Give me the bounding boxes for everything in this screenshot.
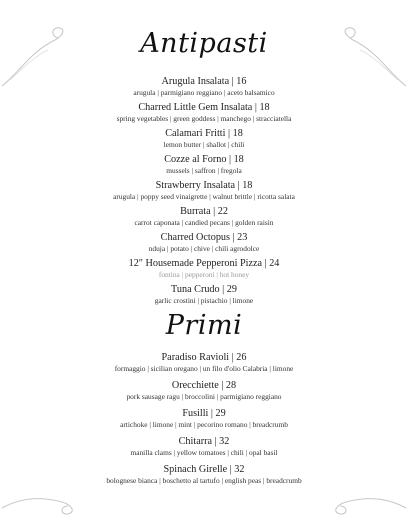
item-name: Calamari Fritti | 18 — [165, 128, 243, 139]
list-item — [0, 154, 408, 175]
item-description: bolognese bianca | boschetto al tartufo | english peas | breadcrumb — [106, 476, 302, 485]
item-description: carrot caponata | candied pecans | golden raisin — [134, 218, 274, 227]
primi-list — [0, 352, 408, 492]
item-name: Tuna Crudo | 29 — [171, 284, 237, 295]
list-item — [0, 232, 408, 253]
item-name: 12" Housemade Pepperoni Pizza | 24 — [128, 258, 280, 269]
list-item — [0, 380, 408, 401]
list-item — [0, 436, 408, 457]
item-description: formaggio | sicilian oregano | un filo d'olio Calabria | limone — [114, 364, 294, 373]
item-description: nduja | potato | chive | chili agrodolce — [148, 244, 260, 253]
item-name: Cozze al Forno | 18 — [164, 154, 244, 165]
list-item — [0, 408, 408, 429]
item-description: garlic crostini | pistachio | limone — [154, 296, 254, 305]
item-description: spring vegetables | green goddess | manchego | stracciatella — [116, 114, 292, 123]
list-item — [0, 352, 408, 373]
list-item — [0, 102, 408, 123]
item-name: Arugula Insalata | 16 — [161, 76, 247, 87]
item-name: Orecchiette | 28 — [171, 380, 237, 391]
item-description: arugula | parmigiano reggiano | aceto balsamico — [133, 88, 275, 97]
item-name: Paradiso Ravioli | 26 — [161, 352, 247, 363]
item-description: pork sausage ragu | broccolini | parmigiano reggiano — [126, 392, 282, 401]
list-item — [0, 128, 408, 149]
list-item — [0, 180, 408, 201]
section-title-antipasti: Antipasti — [140, 28, 268, 59]
item-name: Charred Little Gem Insalata | 18 — [138, 102, 270, 113]
list-item — [0, 206, 408, 227]
list-item — [0, 284, 408, 305]
item-description: arugula | poppy seed vinaigrette | walnut brittle | ricotta salata — [113, 192, 295, 201]
item-description: fontina | pepperoni | hot honey — [158, 270, 250, 279]
item-description: manilla clams | yellow tomatoes | chili | opal basil — [130, 448, 278, 457]
list-item — [0, 258, 408, 279]
item-name: Strawberry Insalata | 18 — [155, 180, 253, 191]
item-name: Charred Octopus | 23 — [160, 232, 248, 243]
item-name: Fusilli | 29 — [182, 408, 226, 419]
item-description: artichoke | limone | mint | pecorino romano | breadcrumb — [120, 420, 288, 429]
antipasti-list — [0, 76, 408, 310]
item-name: Burrata | 22 — [180, 206, 228, 217]
item-name: Spinach Girelle | 32 — [163, 464, 245, 475]
item-name: Chitarra | 32 — [178, 436, 230, 447]
section-title-primi: Primi — [165, 310, 243, 341]
item-description: lemon butter | shallot | chili — [163, 140, 245, 149]
item-description: mussels | saffron | fregola — [166, 166, 242, 175]
list-item — [0, 76, 408, 97]
list-item — [0, 464, 408, 485]
